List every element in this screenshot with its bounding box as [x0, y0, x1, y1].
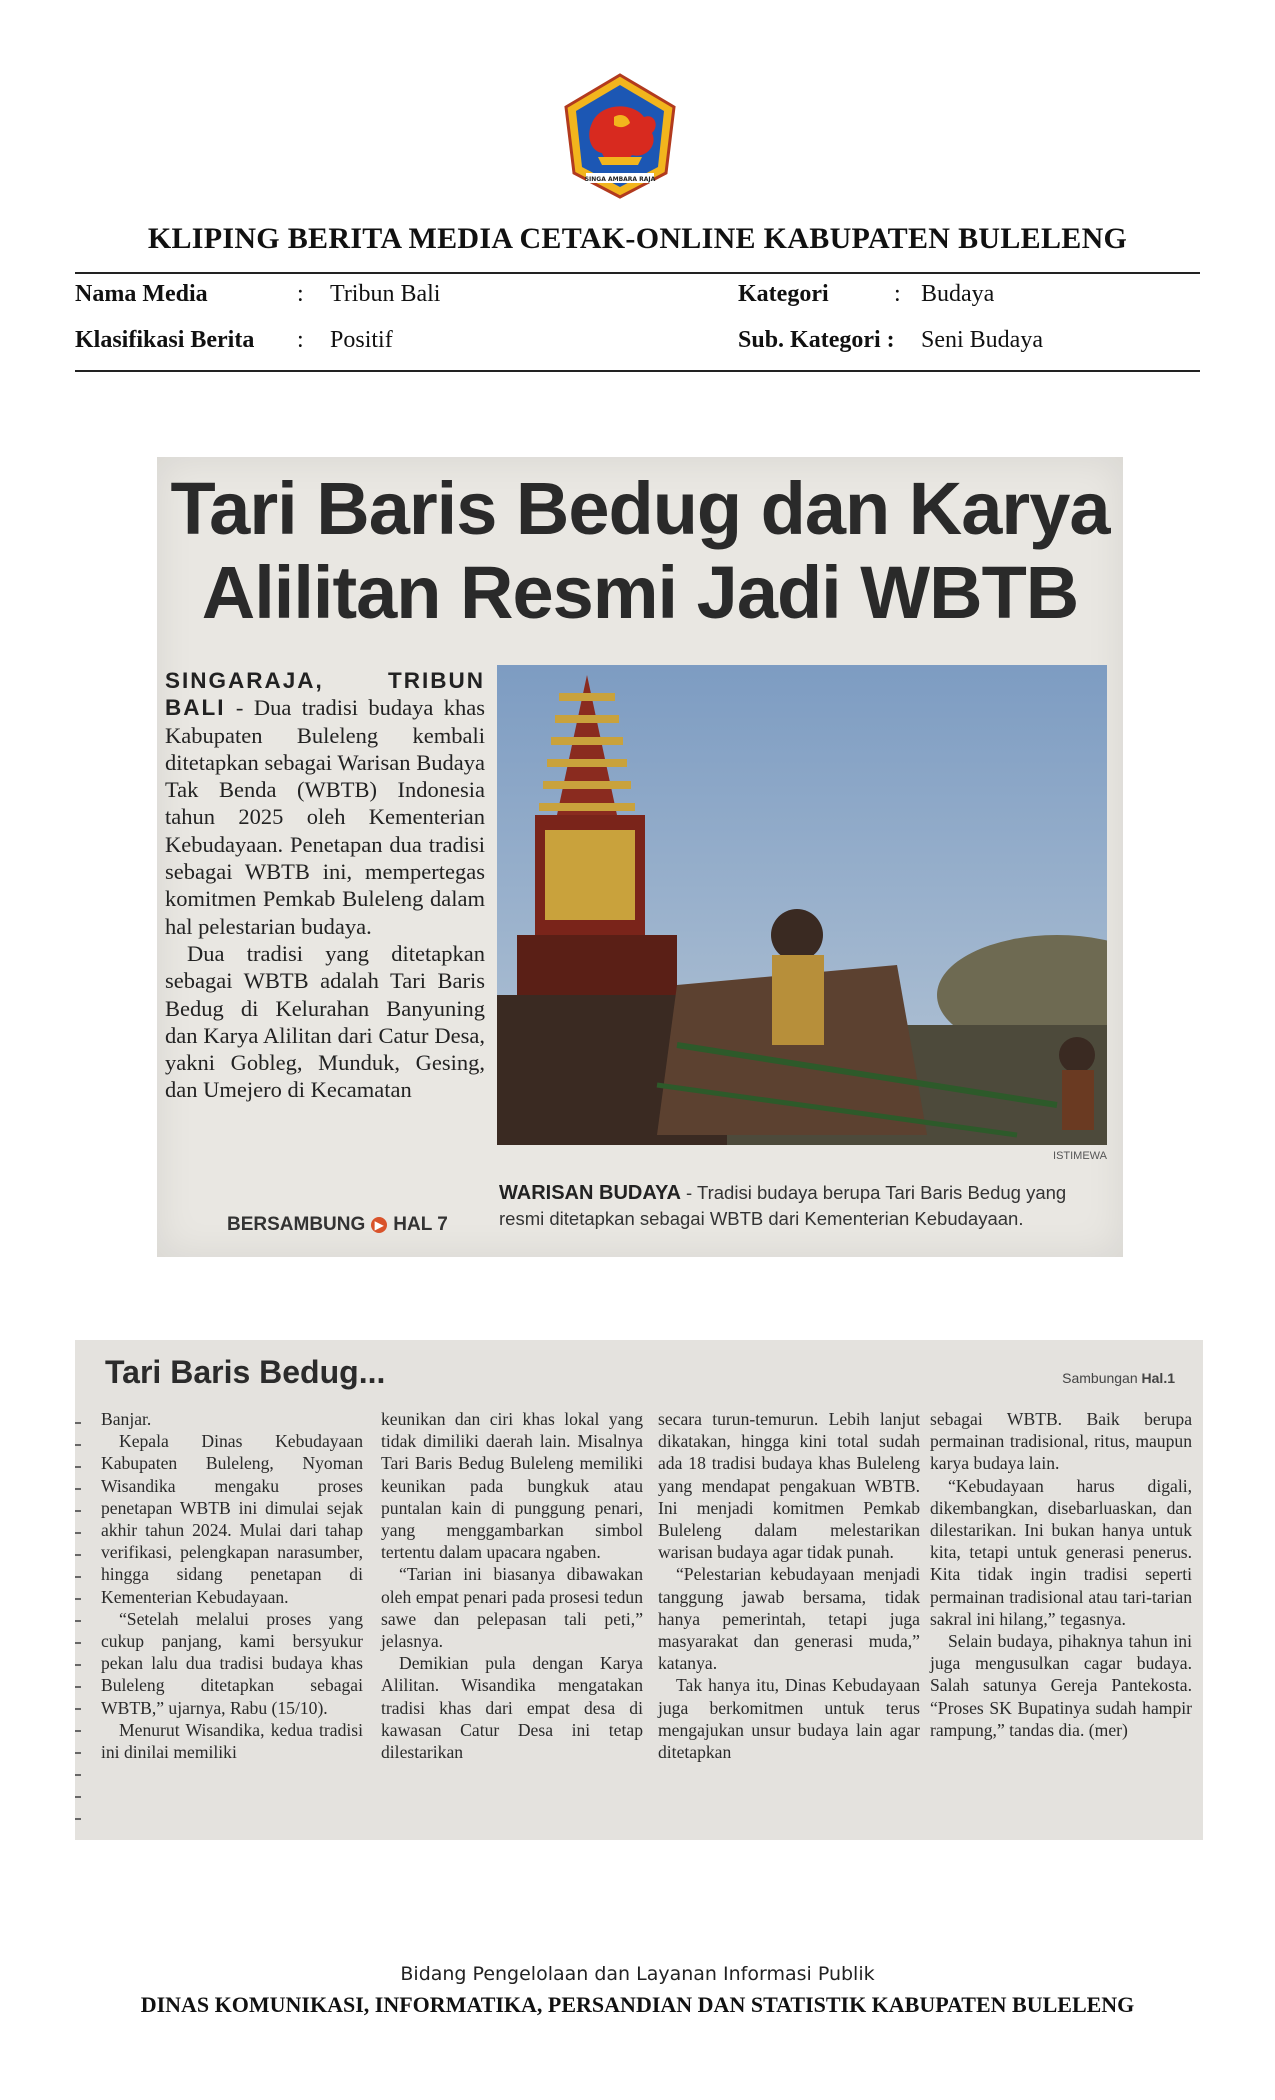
footer-division: Bidang Pengelolaan dan Layanan Informasi Publik	[400, 1963, 875, 1985]
col1-paragraph: Menurut Wisandika, kedua tradisi ini dinilai memiliki	[101, 1719, 363, 1763]
article-headline	[157, 467, 1123, 635]
colon: :	[894, 281, 901, 307]
document-title: KLIPING BERITA MEDIA CETAK-ONLINE KABUPATEN BULELENG	[147, 222, 1128, 255]
headline-line-2: Alilitan Resmi Jadi WBTB	[201, 551, 1079, 634]
newspaper-clipping-front	[157, 457, 1123, 1257]
headline-line-1: Tari Baris Bedug dan Karya	[170, 467, 1110, 550]
sub-kategori-label: Sub. Kategori :	[738, 327, 895, 353]
col1-paragraph: “Setelah melalui proses yang cukup panjang, kami bersyukur pekan lalu dua tradisi budaya khas Buleleng ditetapkan sebagai WBTB,” ujarnya, Rabu (15/10).	[101, 1608, 363, 1718]
sambungan-page: Hal.1	[1141, 1370, 1175, 1386]
lead-paragraph-2: Dua tradisi yang ditetapkan sebagai WBTB adalah Tari Baris Bedug di Kelurahan Banyuning dan Karya Alilitan dari Catur Desa, yakni Gobleg, Munduk, Gesing, dan Umejero di Kecamatan	[165, 940, 485, 1103]
nama-media-label: Nama Media	[75, 281, 208, 307]
col4-paragraph: sebagai WBTB. Baik berupa permainan tradisional, ritus, maupun karya budaya lain.	[930, 1409, 1192, 1474]
sambungan-label: Sambungan	[1062, 1370, 1142, 1386]
col2-paragraph: Demikian pula dengan Karya Alilitan. Wisandika mengatakan tradisi khas dari empat desa di kawasan Catur Desa ini tetap dilestarikan	[381, 1653, 643, 1763]
sambungan-note	[1062, 1370, 1175, 1386]
dateline: SINGARAJA, TRIBUN BALI	[165, 668, 485, 721]
continuation-column-1	[101, 1408, 363, 1763]
colon: :	[297, 327, 304, 353]
continuation-title: Tari Baris Bedug...	[105, 1354, 386, 1390]
header-divider-top	[75, 272, 1200, 274]
klasifikasi-label: Klasifikasi Berita	[75, 327, 255, 353]
continued-page: HAL 7	[393, 1214, 448, 1235]
col3-paragraph: “Pelestarian kebudayaan menjadi tanggung jawab bersama, tidak hanya pemerintah, tetapi juga masyarakat dan generasi muda,” katanya.	[658, 1564, 920, 1674]
col1-paragraph: Kepala Dinas Kebudayaan Kabupaten Buleleng, Nyoman Wisandika mengaku proses penetapan WBTB ini dimulai sejak akhir tahun 2024. Mulai dari tahap verifikasi, pelengkapan narasumber, hingga sidang penetapan di Kementerian Kebudayaan.	[101, 1431, 363, 1607]
column-edge-fragment	[75, 1422, 81, 1822]
klasifikasi-value: Positif	[330, 327, 393, 353]
col3-paragraph: Tak hanya itu, Dinas Kebudayaan juga berkomitmen untuk terus mengajukan unsur budaya lain agar ditetapkan	[658, 1675, 920, 1763]
kategori-value: Budaya	[921, 281, 995, 307]
photo-credit: ISTIMEWA	[1053, 1150, 1107, 1162]
newspaper-clipping-continuation	[75, 1340, 1203, 1840]
col4-paragraph: “Kebudayaan harus digali, dikembangkan, disebarluaskan, dan dilestarikan. Ini bukan hanya untuk kita, tetapi untuk generasi penerus. Kita tidak ingin tradisi seperti permainan tradisional atau tari-tarian sakral ini hilang,” tegasnya.	[930, 1475, 1192, 1629]
col2-paragraph: “Tarian ini biasanya dibawakan oleh empat penari pada prosesi tedun sawe dan pelepasan tali peti,” jelasnya.	[381, 1564, 643, 1652]
lead-p1-text: - Dua tradisi budaya khas Kabupaten Buleleng kembali ditetapkan sebagai Warisan Budaya Tak Benda (WBTB) Indonesia tahun 2025 oleh Kementerian Kebudayaan. Penetapan dua tradisi sebagai WBTB ini, mempertegas komitmen Pemkab Buleleng dalam hal pelestarian budaya.	[165, 695, 485, 939]
continuation-column-3	[658, 1408, 920, 1763]
col2-paragraph: keunikan dan ciri khas lokal yang tidak dimiliki daerah lain. Misalnya Tari Baris Bedug Buleleng memiliki keunikan pada bungkuk atau puntalan kain di punggung penari, yang menggambarkan simbol tertentu dalam upacara ngaben.	[381, 1409, 643, 1563]
caption-text: - Tradisi budaya berupa Tari Baris Bedug yang resmi ditetapkan sebagai WBTB dari Kementerian Kebudayaan.	[499, 1182, 1067, 1229]
continue-arrow-icon: ▶	[371, 1217, 387, 1233]
footer-agency: DINAS KOMUNIKASI, INFORMATIKA, PERSANDIAN DAN STATISTIK KABUPATEN BULELENG	[140, 1992, 1135, 2017]
caption-title: WARISAN BUDAYA	[499, 1182, 681, 1204]
colon: :	[297, 281, 304, 307]
kategori-label: Kategori	[738, 281, 829, 307]
buleleng-emblem-logo	[562, 73, 678, 199]
article-lead-column	[165, 667, 485, 1104]
continued-note	[227, 1214, 448, 1236]
continuation-column-4	[930, 1408, 1192, 1741]
col4-paragraph: Selain budaya, pihaknya tahun ini juga mengusulkan cagar budaya. Salah satunya Gereja Pantekosta. “Proses SK Bupatinya sudah hampir rampung,” tandas dia. (mer)	[930, 1631, 1192, 1740]
continued-label: BERSAMBUNG	[227, 1214, 366, 1235]
article-photo	[497, 665, 1107, 1145]
sub-kategori-value: Seni Budaya	[921, 327, 1043, 353]
lead-paragraph-1	[165, 667, 485, 940]
header-divider-bottom	[75, 370, 1200, 372]
photo-caption	[499, 1180, 1109, 1231]
col1-paragraph: Banjar.	[101, 1409, 152, 1429]
col3-paragraph: secara turun-temurun. Lebih lanjut dikatakan, hingga kini total sudah ada 18 tradisi budaya khas Buleleng yang mendapat pengakuan WBTB. Ini menjadi komitmen Pemkab Buleleng dalam melestarikan warisan budaya agar tidak punah.	[658, 1409, 920, 1563]
nama-media-value: Tribun Bali	[330, 281, 441, 307]
logo-motto-text: SINGA AMBARA RAJA	[584, 176, 656, 183]
continuation-column-2	[381, 1408, 643, 1763]
